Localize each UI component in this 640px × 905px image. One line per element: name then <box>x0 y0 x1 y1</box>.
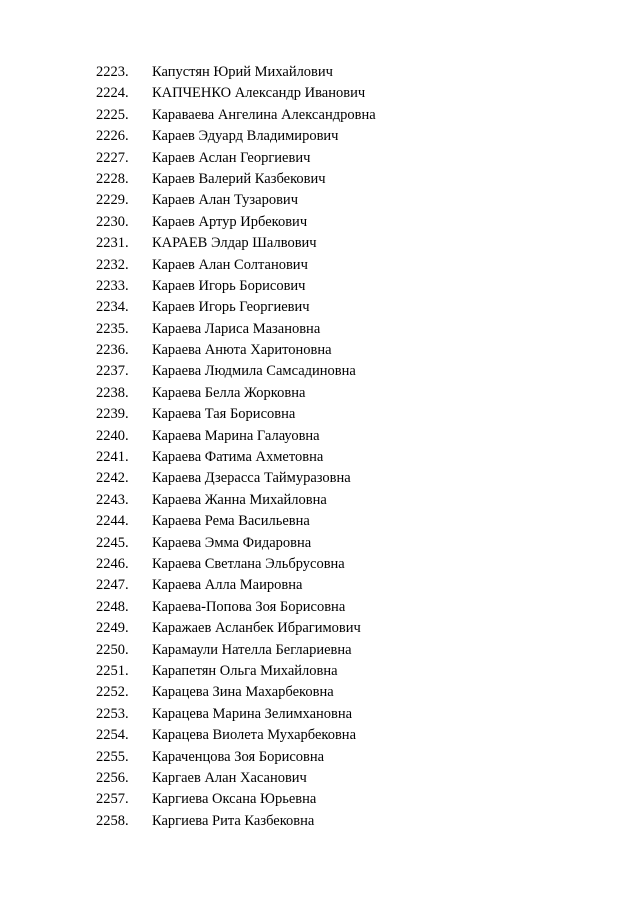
list-item-name: Караева-Попова Зоя Борисовна <box>152 598 346 615</box>
list-item-number: 2236. <box>96 342 129 359</box>
list-item-number: 2255. <box>96 748 129 765</box>
list-item <box>96 255 376 276</box>
list-item <box>96 468 376 489</box>
list-item-name: Караев Алан Солтанович <box>152 256 308 273</box>
list-item-name: Караева Эмма Фидаровна <box>152 534 312 551</box>
list-item-name: Карамаули Нателла Беглариевна <box>152 641 352 658</box>
list-item-number: 2230. <box>96 213 129 230</box>
list-item-number: 2257. <box>96 791 129 808</box>
list-item <box>96 404 376 425</box>
list-item-number: 2243. <box>96 491 129 508</box>
list-item-number: 2248. <box>96 598 129 615</box>
list-item-number: 2228. <box>96 170 129 187</box>
list-item-number: 2239. <box>96 406 129 423</box>
list-item <box>96 618 376 639</box>
list-item <box>96 447 376 468</box>
list-item-number: 2226. <box>96 128 129 145</box>
list-item-number: 2249. <box>96 620 129 637</box>
list-item <box>96 533 376 554</box>
list-item <box>96 511 376 532</box>
list-item-number: 2251. <box>96 662 129 679</box>
list-item-name: Караева Белла Жорковна <box>152 384 306 401</box>
list-item-name: Карацева Марина Зелимхановна <box>152 705 353 722</box>
list-item-name: Караваева Ангелина Александровна <box>152 106 376 123</box>
list-item <box>96 383 376 404</box>
list-item <box>96 297 376 318</box>
list-item-name: Караева Алла Маировна <box>152 577 303 594</box>
list-item <box>96 661 376 682</box>
list-item-number: 2241. <box>96 449 129 466</box>
list-item-number: 2240. <box>96 427 129 444</box>
list-item-number: 2254. <box>96 727 129 744</box>
list-item-number: 2233. <box>96 277 129 294</box>
list-item <box>96 340 376 361</box>
list-item <box>96 126 376 147</box>
list-item-number: 2237. <box>96 363 129 380</box>
list-item <box>96 704 376 725</box>
name-list <box>96 62 376 832</box>
list-item-number: 2223. <box>96 64 129 80</box>
list-item-number: 2224. <box>96 85 129 102</box>
list-item <box>96 575 376 596</box>
list-item <box>96 768 376 789</box>
list-item-name: Караев Артур Ирбекович <box>152 213 308 230</box>
list-item-name: Караев Игорь Георгиевич <box>152 299 310 316</box>
list-item-name: Караева Фатима Ахметовна <box>152 449 324 466</box>
list-item-name: Караев Валерий Казбекович <box>152 170 326 187</box>
list-item-name: Караева Рема Васильевна <box>152 513 310 530</box>
list-item-number: 2258. <box>96 812 129 829</box>
list-item-number: 2250. <box>96 641 129 658</box>
list-item-name: Караева Анюта Харитоновна <box>152 342 332 359</box>
list-item-number: 2229. <box>96 192 129 209</box>
list-item-name: Караев Игорь Борисович <box>152 277 306 294</box>
list-item-name: Каражаев Асланбек Ибрагимович <box>152 620 361 637</box>
list-item <box>96 276 376 297</box>
list-item-name: Карапетян Ольга Михайловна <box>152 662 338 679</box>
list-item-name: Караев Алан Тузарович <box>152 192 298 209</box>
list-item-name: Караева Тая Борисовна <box>152 406 296 423</box>
list-item <box>96 169 376 190</box>
list-item-name: КАПЧЕНКО Александр Иванович <box>152 85 366 102</box>
list-item-name: Караева Людмила Самсадиновна <box>152 363 356 380</box>
list-item-number: 2235. <box>96 320 129 337</box>
list-item-name: Карацева Зина Махарбековна <box>152 684 334 701</box>
list-item-number: 2244. <box>96 513 129 530</box>
list-item-name: Каргаев Алан Хасанович <box>152 769 307 786</box>
list-item-name: Караченцова Зоя Борисовна <box>152 748 325 765</box>
list-item-number: 2253. <box>96 705 129 722</box>
list-item-name: Караева Лариса Мазановна <box>152 320 321 337</box>
list-item <box>96 233 376 254</box>
list-item <box>96 747 376 768</box>
list-item-number: 2225. <box>96 106 129 123</box>
list-item-number: 2245. <box>96 534 129 551</box>
list-item-number: 2227. <box>96 149 129 166</box>
list-item-name: Караев Аслан Георгиевич <box>152 149 311 166</box>
list-item <box>96 190 376 211</box>
list-item-name: Карацева Виолета Мухарбековна <box>152 727 356 744</box>
list-item <box>96 361 376 382</box>
list-item-number: 2252. <box>96 684 129 701</box>
list-item-name: Караева Светлана Эльбрусовна <box>152 555 345 572</box>
list-item-name: Каргиева Оксана Юрьевна <box>152 791 317 808</box>
list-item <box>96 212 376 233</box>
list-item <box>96 640 376 661</box>
list-item <box>96 62 376 83</box>
list-item-name: Каргиева Рита Казбековна <box>152 812 315 829</box>
list-item-number: 2238. <box>96 384 129 401</box>
list-item-name: Караева Жанна Михайловна <box>152 491 327 508</box>
list-item <box>96 426 376 447</box>
list-item-name: Караева Марина Галауовна <box>152 427 320 444</box>
list-item <box>96 105 376 126</box>
list-item-number: 2232. <box>96 256 129 273</box>
list-item <box>96 148 376 169</box>
list-item-name: Караева Дзерасса Таймуразовна <box>152 470 351 487</box>
list-item-name: Капустян Юрий Михайлович <box>152 64 333 80</box>
list-item-number: 2231. <box>96 235 129 252</box>
list-item-number: 2256. <box>96 769 129 786</box>
list-item <box>96 597 376 618</box>
list-item-name: КАРАЕВ Элдар Шалвович <box>152 235 317 252</box>
list-item <box>96 725 376 746</box>
list-item <box>96 319 376 340</box>
list-item <box>96 682 376 703</box>
list-item-name: Караев Эдуард Владимирович <box>152 128 339 145</box>
list-item <box>96 789 376 810</box>
list-item-number: 2247. <box>96 577 129 594</box>
list-item-number: 2242. <box>96 470 129 487</box>
list-item <box>96 811 376 832</box>
list-item-number: 2246. <box>96 555 129 572</box>
list-item-number: 2234. <box>96 299 129 316</box>
list-item <box>96 554 376 575</box>
list-item <box>96 490 376 511</box>
list-item <box>96 83 376 104</box>
